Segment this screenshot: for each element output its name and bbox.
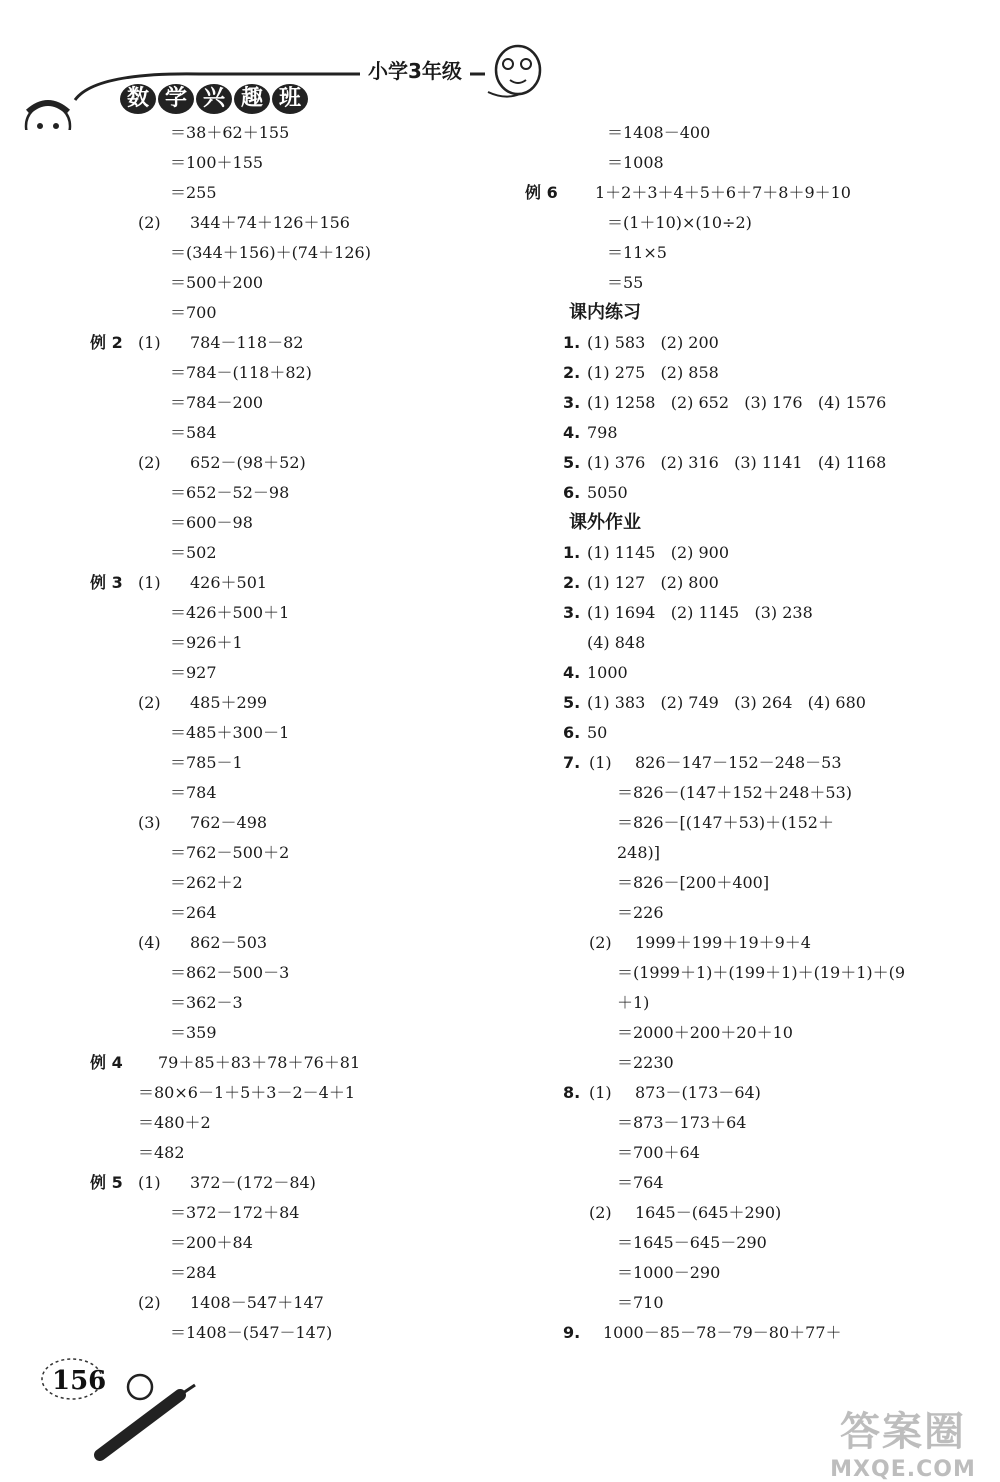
equation-line: ＝784	[170, 783, 217, 802]
equation-line: ＝2230	[617, 1053, 674, 1072]
answer-line: (1) 1145 (2) 900	[587, 543, 730, 562]
equation-line: ＝359	[170, 1023, 217, 1042]
title-char: 学	[158, 84, 194, 114]
equation-line: ＝55	[607, 273, 644, 292]
equation-line: ＝1008	[607, 153, 664, 172]
equation-line: ＝426＋500＋1	[170, 603, 290, 622]
equation-line: ＝1000－290	[617, 1263, 721, 1282]
equation-line: ＝362－3	[170, 993, 243, 1012]
equation-line: ＝262＋2	[170, 873, 243, 892]
page-number: 156	[52, 1366, 107, 1396]
sub-label: (1)	[138, 573, 161, 592]
equation-line: ＝700＋64	[617, 1143, 700, 1162]
answer-line: (1) 376 (2) 316 (3) 1141 (4) 1168	[587, 453, 887, 472]
answer-line: (1) 383 (2) 749 (3) 264 (4) 680	[587, 693, 866, 712]
equation-line: ＝700	[170, 303, 217, 322]
equation-line: 762－498	[190, 813, 268, 832]
sub-label: (2)	[138, 213, 161, 232]
title-char: 数	[120, 84, 156, 114]
equation-line: ＝652－52－98	[170, 483, 290, 502]
equation-line: ＝826－[200＋400]	[617, 873, 770, 892]
equation-line: ＝1408－(547－147)	[170, 1323, 333, 1342]
item-number: 2.	[563, 363, 581, 382]
equation-line: ＝784－(118＋82)	[170, 363, 312, 382]
equation-line: ＝255	[170, 183, 217, 202]
equation-line: ＝200＋84	[170, 1233, 253, 1252]
equation-line: ＝264	[170, 903, 217, 922]
equation-line: ＝826－(147＋152＋248＋53)	[617, 783, 853, 802]
equation-line: ＝873－173＋64	[617, 1113, 747, 1132]
sub-label: (1)	[138, 1173, 161, 1192]
equation-line: ＝(1＋10)×(10÷2)	[607, 213, 752, 232]
equation-line: ＝927	[170, 663, 217, 682]
sub-label: (4)	[138, 933, 161, 952]
equation-line: ＝(1999＋1)＋(199＋1)＋(19＋1)＋(9	[617, 963, 906, 982]
equation-line: 79＋85＋83＋78＋76＋81	[158, 1053, 361, 1072]
equation-line: ＝710	[617, 1293, 664, 1312]
answer-line: (1) 1258 (2) 652 (3) 176 (4) 1576	[587, 393, 887, 412]
example-label: 例 4	[90, 1053, 123, 1072]
equation-line: ＝500＋200	[170, 273, 264, 292]
sub-label: (3)	[138, 813, 161, 832]
item-number: 1.	[563, 333, 581, 352]
equation-line: ＝600－98	[170, 513, 253, 532]
answer-line: 1000	[587, 663, 628, 682]
example-label: 例 3	[90, 573, 123, 592]
equation-line: 652－(98＋52)	[190, 453, 306, 472]
equation-line: 248)]	[617, 843, 661, 862]
equation-line: 862－503	[190, 933, 268, 952]
equation-line: ＝1408－400	[607, 123, 711, 142]
watermark-logo: 答案圈	[840, 1409, 966, 1455]
answer-line: 5050	[587, 483, 628, 502]
item-number: 3.	[563, 393, 581, 412]
equation-line: ＝80×6－1＋5＋3－2－4＋1	[138, 1083, 356, 1102]
equation-line: ＝764	[617, 1173, 664, 1192]
equation-line: 485＋299	[190, 693, 268, 712]
equation-line: ＝1645－645－290	[617, 1233, 767, 1252]
title-char: 班	[272, 84, 308, 114]
sub-label: (2)	[589, 1203, 612, 1222]
item-number: 1.	[563, 543, 581, 562]
equation-line: ＝584	[170, 423, 217, 442]
watermark	[818, 1400, 988, 1482]
equation-line: ＝100＋155	[170, 153, 264, 172]
sub-label: (1)	[589, 1083, 612, 1102]
equation-line: 1999＋199＋19＋9＋4	[635, 933, 811, 952]
example-label: 例 5	[90, 1173, 123, 1192]
equation-line: ＋1)	[617, 993, 650, 1012]
item-number: 4.	[563, 663, 581, 682]
answer-line: (1) 583 (2) 200	[587, 333, 719, 352]
equation-line: 1＋2＋3＋4＋5＋6＋7＋8＋9＋10	[595, 183, 851, 202]
grade-label: 小学3年级	[368, 59, 462, 83]
item-number: 3.	[563, 603, 581, 622]
equation-line: 372－(172－84)	[190, 1173, 316, 1192]
equation-line: ＝862－500－3	[170, 963, 290, 982]
answer-line: 798	[587, 423, 618, 442]
equation-line: 1000－85－78－79－80＋77＋	[603, 1323, 842, 1342]
equation-line: 873－(173－64)	[635, 1083, 761, 1102]
item-number: 2.	[563, 573, 581, 592]
title-char: 趣	[234, 84, 270, 114]
equation-line: ＝482	[138, 1143, 185, 1162]
equation-line: ＝502	[170, 543, 217, 562]
equation-line: ＝926＋1	[170, 633, 243, 652]
cartoon-girl-icon	[26, 103, 70, 130]
item-number: 5.	[563, 693, 581, 712]
equation-line: ＝2000＋200＋20＋10	[617, 1023, 793, 1042]
header-title	[120, 84, 308, 114]
smiley-face-icon	[488, 46, 540, 97]
equation-line: ＝480＋2	[138, 1113, 211, 1132]
equation-line: ＝11×5	[607, 243, 667, 262]
equation-line: ＝826－[(147＋53)＋(152＋	[617, 813, 834, 832]
sub-label: (2)	[138, 453, 161, 472]
answer-line: (1) 127 (2) 800	[587, 573, 719, 592]
item-number: 5.	[563, 453, 581, 472]
example-label: 例 2	[90, 333, 123, 352]
equation-line: ＝372－172＋84	[170, 1203, 300, 1222]
example-label: 例 6	[525, 183, 558, 202]
equation-line: ＝485＋300－1	[170, 723, 290, 742]
equation-line: ＝38＋62＋155	[170, 123, 290, 142]
equation-line: 344＋74＋126＋156	[190, 213, 350, 232]
section-heading: 课内练习	[569, 302, 641, 323]
equation-line: ＝784－200	[170, 393, 264, 412]
sub-label: (1)	[138, 333, 161, 352]
equation-line: ＝785－1	[170, 753, 243, 772]
sub-label: (2)	[138, 1293, 161, 1312]
item-number: 6.	[563, 723, 581, 742]
item-number: 7.	[563, 753, 581, 772]
answer-line: (4) 848	[587, 633, 646, 652]
item-number: 6.	[563, 483, 581, 502]
watermark-url: MXQE.COM	[830, 1457, 976, 1482]
equation-line: 826－147－152－248－53	[635, 753, 842, 772]
section-heading: 课外作业	[569, 512, 641, 533]
equation-line: ＝762－500＋2	[170, 843, 290, 862]
equation-line: ＝226	[617, 903, 664, 922]
answer-line: 50	[587, 723, 608, 742]
equation-line: 784－118－82	[190, 333, 304, 352]
equation-line: 1408－547＋147	[190, 1293, 324, 1312]
equation-line: 1645－(645＋290)	[635, 1203, 782, 1222]
equation-line: ＝(344＋156)＋(74＋126)	[170, 243, 371, 262]
title-char: 兴	[196, 84, 232, 114]
equation-line: ＝284	[170, 1263, 217, 1282]
sub-label: (2)	[589, 933, 612, 952]
sub-label: (1)	[589, 753, 612, 772]
item-number: 9.	[563, 1323, 581, 1342]
sub-label: (2)	[138, 693, 161, 712]
item-number: 4.	[563, 423, 581, 442]
item-number: 8.	[563, 1083, 581, 1102]
page-header	[0, 0, 1000, 130]
equation-line: 426＋501	[190, 573, 268, 592]
answer-line: (1) 275 (2) 858	[587, 363, 719, 382]
answer-line: (1) 1694 (2) 1145 (3) 238	[587, 603, 813, 622]
